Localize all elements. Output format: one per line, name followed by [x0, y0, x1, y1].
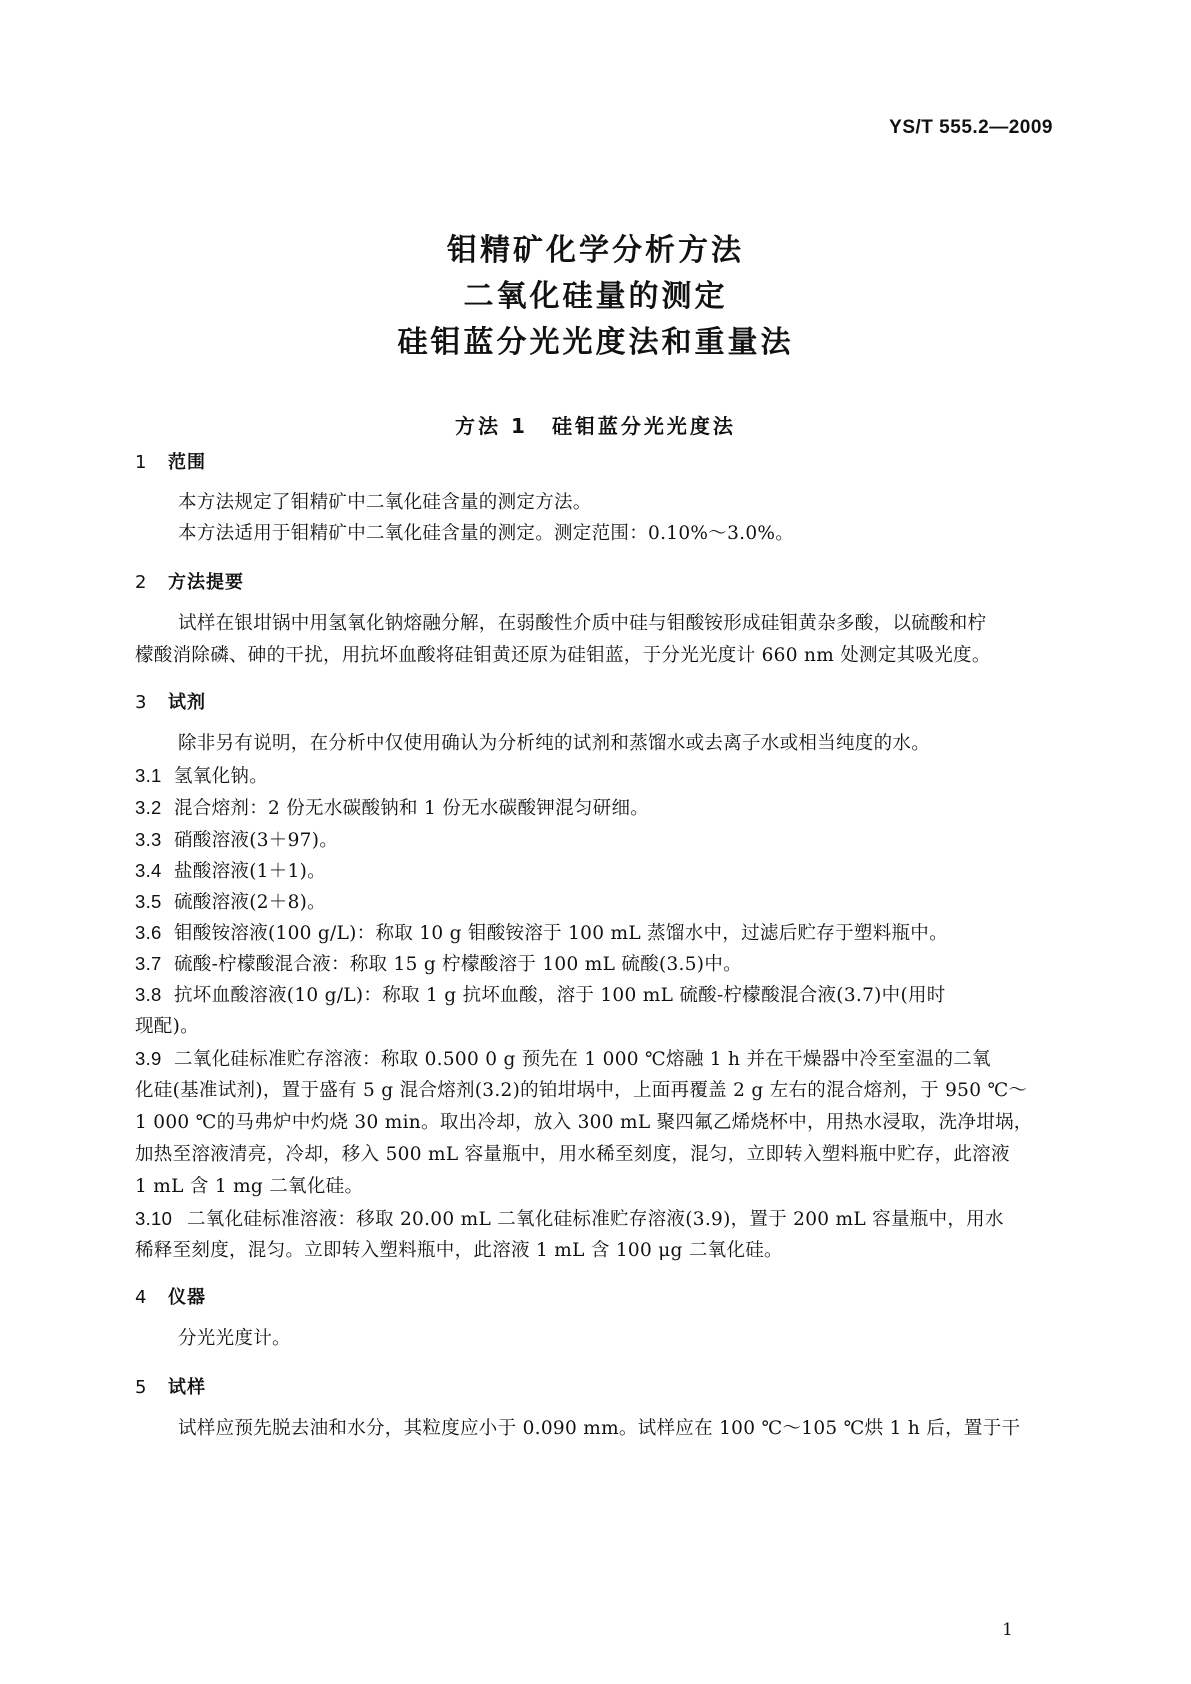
title-line-2: 二氧化硅量的测定	[463, 279, 728, 314]
reagent-item-3-10-line-2: 稀释至刻度，混匀。立即转入塑料瓶中，此溶液 1 mL 含 100 μg 二氧化硅。	[135, 1240, 783, 1261]
section-4-para: 分光光度计。	[178, 1328, 291, 1349]
method-name: 硅钼蓝分光光度法	[551, 414, 736, 438]
section-number: 4	[135, 1287, 148, 1308]
section-1-para-1: 本方法规定了钼精矿中二氧化硅含量的测定方法。	[178, 492, 592, 513]
item-text: 硫酸-柠檬酸混合液：称取 15 g 柠檬酸溶于 100 mL 硫酸(3.5)中。	[174, 954, 742, 975]
item-number: 3.10	[135, 1208, 173, 1229]
reagent-item-3-9-line-5: 1 mL 含 1 mg 二氧化硅。	[135, 1176, 364, 1197]
item-text: 二氧化硅标准贮存溶液：称取 0.500 0 g 预先在 1 000 ℃熔融 1 h 并在干燥器中冷至室温的二氧	[174, 1049, 991, 1070]
section-number: 5	[135, 1377, 148, 1398]
reagent-item	[135, 886, 1058, 919]
reagent-item-3-9-line-2: 化硅(基准试剂)，置于盛有 5 g 混合熔剂(3.2)的铂坩埚中，上面再覆盖 2 g 左右的混合熔剂，于 950 ℃～	[135, 1080, 1028, 1101]
item-text: 硝酸溶液(3＋97)。	[174, 830, 339, 851]
item-number: 3.5	[135, 891, 162, 912]
reagent-item-3-9-line-4: 加热至溶液清亮，冷却，移入 500 mL 容量瓶中，用水稀至刻度，混匀，立即转入塑料瓶中贮存，此溶液	[135, 1144, 1010, 1165]
item-number: 3.6	[135, 922, 162, 943]
reagent-item-3-8-line-2: 现配)。	[135, 1016, 199, 1037]
reagent-item-3-9-line-3: 1 000 ℃的马弗炉中灼烧 30 min。取出冷却，放入 300 mL 聚四氟乙烯烧杯中，用热水浸取，洗净坩埚，	[135, 1112, 1033, 1133]
item-number: 3.4	[135, 860, 162, 881]
section-number: 3	[135, 692, 148, 713]
section-4-heading	[135, 1283, 206, 1309]
item-number: 3.7	[135, 953, 162, 974]
item-number: 3.1	[135, 765, 162, 786]
section-5-para: 试样应预先脱去油和水分，其粒度应小于 0.090 mm。试样应在 100 ℃～105 ℃烘 1 h 后，置于干	[178, 1418, 1021, 1439]
method-heading	[0, 410, 1191, 439]
item-number: 3.2	[135, 797, 162, 818]
section-3-intro: 除非另有说明，在分析中仅使用确认为分析纯的试剂和蒸馏水或去离子水或相当纯度的水。	[178, 733, 931, 754]
reagent-item	[135, 855, 1058, 888]
section-title: 范围	[168, 452, 206, 473]
reagent-item	[135, 948, 1058, 981]
item-text: 盐酸溶液(1＋1)。	[174, 861, 326, 882]
item-number: 3.3	[135, 829, 162, 850]
section-number: 1	[135, 452, 148, 473]
title-line-3: 硅钼蓝分光光度法和重量法	[397, 325, 794, 360]
reagent-item-3-9-line-1	[135, 1043, 1058, 1076]
item-number: 3.8	[135, 984, 162, 1005]
item-text: 二氧化硅标准溶液：移取 20.00 mL 二氧化硅标准贮存溶液(3.9)，置于 200 mL 容量瓶中，用水	[187, 1209, 1004, 1230]
reagent-item	[135, 792, 1058, 825]
method-label: 方法 1	[455, 414, 528, 438]
reagent-item	[135, 824, 1058, 857]
item-text: 抗坏血酸溶液(10 g/L)：称取 1 g 抗坏血酸，溶于 100 mL 硫酸-柠檬酸混合液(3.7)中(用时	[174, 985, 946, 1006]
section-2-para-line-1: 试样在银坩锅中用氢氧化钠熔融分解，在弱酸性介质中硅与钼酸铵形成硅钼黄杂多酸，以硫酸和柠	[178, 613, 987, 634]
page-number: 1	[1002, 1620, 1013, 1640]
item-text: 硫酸溶液(2＋8)。	[174, 892, 326, 913]
standard-code: YS/T 555.2—2009	[889, 117, 1053, 138]
section-1-heading	[135, 448, 206, 474]
item-number: 3.9	[135, 1048, 162, 1069]
title-line-1: 钼精矿化学分析方法	[447, 233, 744, 268]
section-1-para-2: 本方法适用于钼精矿中二氧化硅含量的测定。测定范围：0.10%～3.0%。	[178, 523, 795, 544]
reagent-item	[135, 760, 1058, 793]
section-2-para-line-2: 檬酸消除磷、砷的干扰，用抗坏血酸将硅钼黄还原为硅钼蓝，于分光光度计 660 nm 处测定其吸光度。	[135, 645, 991, 666]
section-3-heading	[135, 688, 206, 714]
item-text: 钼酸铵溶液(100 g/L)：称取 10 g 钼酸铵溶于 100 mL 蒸馏水中，过滤后贮存于塑料瓶中。	[174, 923, 948, 944]
section-title: 试样	[168, 1377, 206, 1398]
reagent-item-3-10-line-1	[135, 1203, 1058, 1236]
item-text: 氢氧化钠。	[174, 766, 269, 787]
section-number: 2	[135, 572, 148, 593]
reagent-item	[135, 917, 1058, 950]
section-title: 试剂	[168, 692, 206, 713]
document-title	[0, 228, 1191, 366]
section-5-heading	[135, 1373, 206, 1399]
item-text: 混合熔剂：2 份无水碳酸钠和 1 份无水碳酸钾混匀研细。	[174, 798, 650, 819]
reagent-item-3-8-line-1	[135, 979, 1058, 1012]
section-title: 方法提要	[168, 572, 244, 593]
section-title: 仪器	[168, 1287, 206, 1308]
section-2-heading	[135, 568, 244, 594]
